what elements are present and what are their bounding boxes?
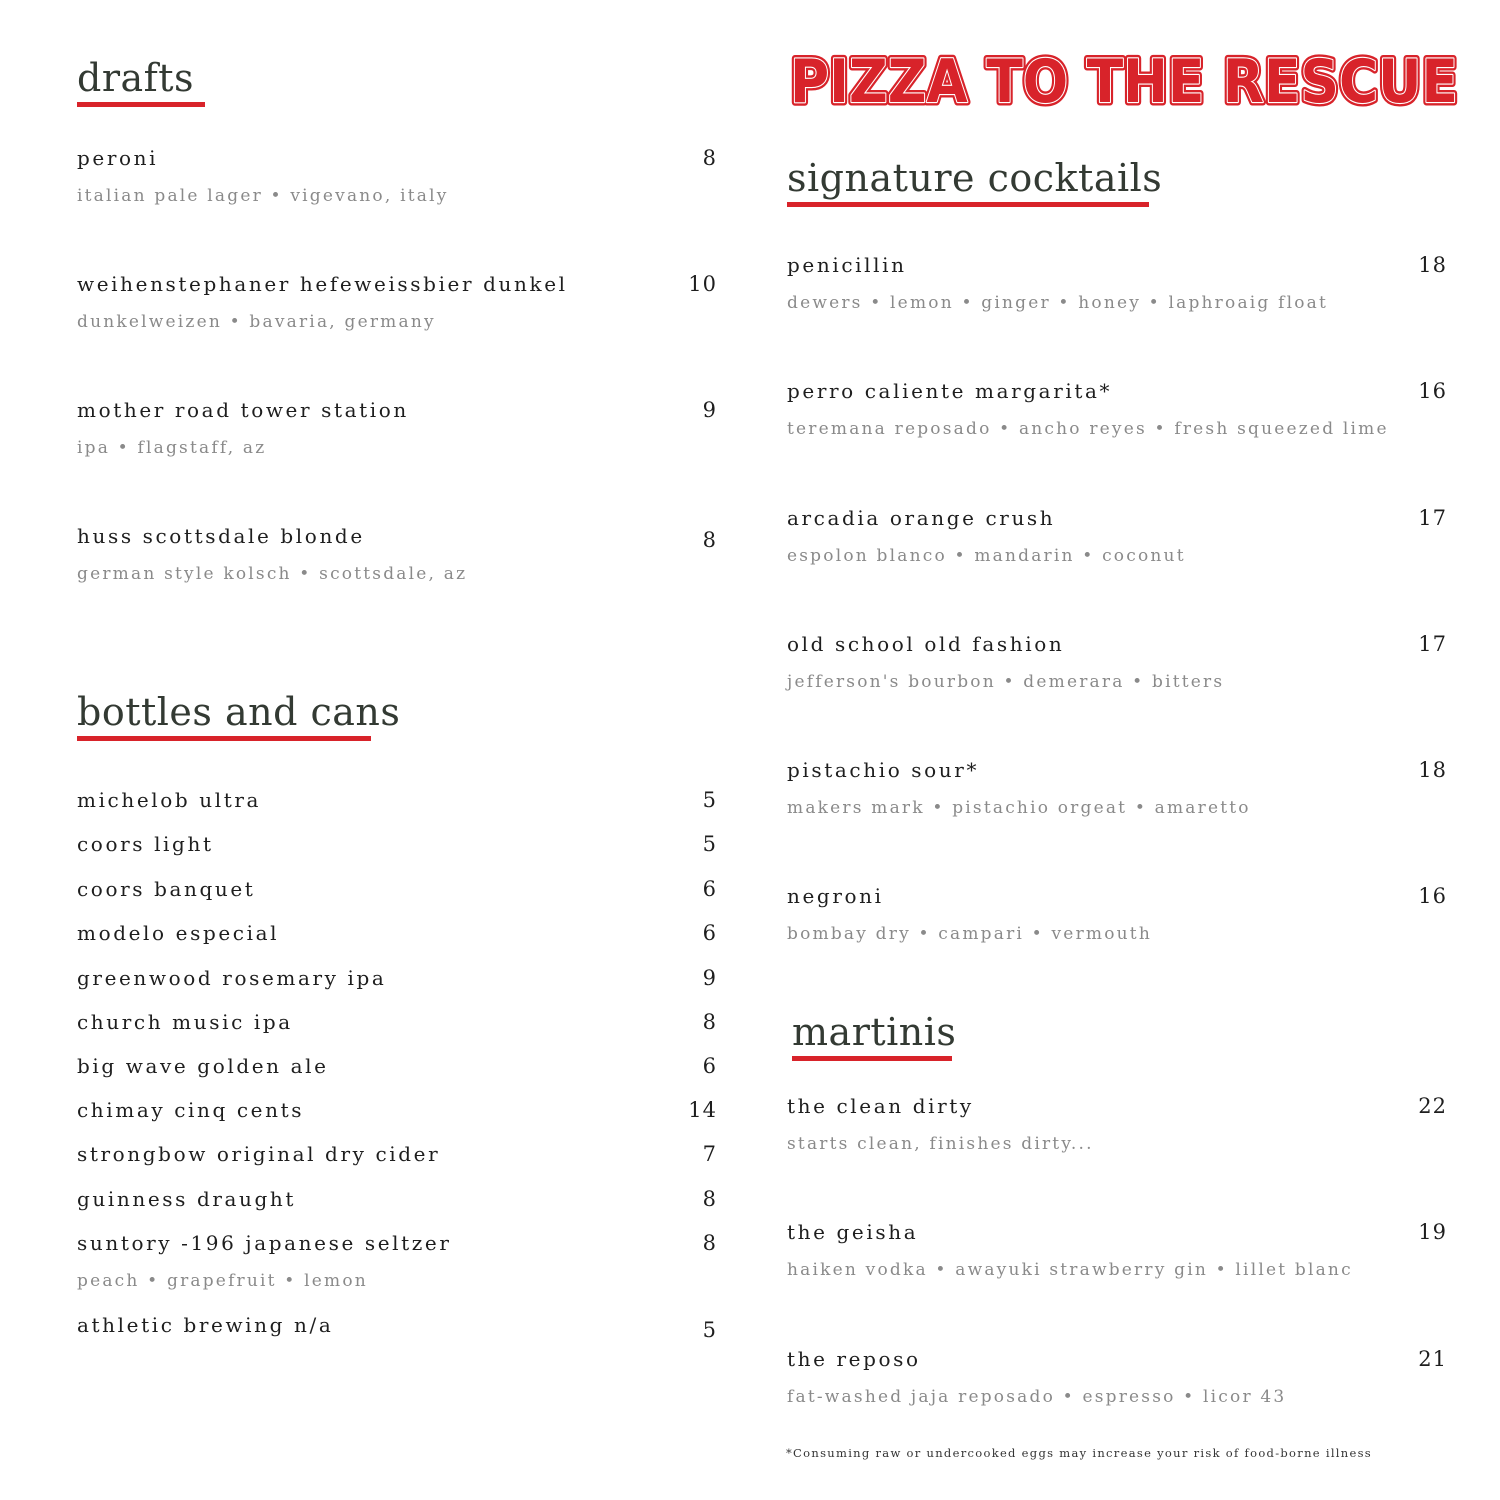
item-price: 17: [1418, 632, 1447, 656]
item-price: 9: [702, 966, 717, 990]
item-price: 6: [702, 921, 717, 945]
item-price: 18: [1418, 253, 1447, 277]
item-name: coors banquet: [77, 877, 256, 901]
item-description: peach • grapefruit • lemon: [77, 1271, 368, 1291]
item-price: 8: [702, 1010, 717, 1034]
brand-logo: [787, 52, 1462, 110]
item-description: espolon blanco • mandarin • coconut: [787, 546, 1186, 566]
item-description: ipa • flagstaff, az: [77, 438, 267, 458]
cocktails-heading: [787, 156, 1162, 207]
brand-name: PIZZA TO THE RESCUE: [790, 52, 1458, 110]
item-name: chimay cinq cents: [77, 1098, 305, 1122]
item-name: pistachio sour*: [787, 758, 980, 782]
item-description: dewers • lemon • ginger • honey • laphroaig float: [787, 293, 1329, 313]
item-name: the reposo: [787, 1347, 921, 1371]
drafts-underline: [77, 102, 205, 107]
item-price: 19: [1418, 1220, 1447, 1244]
item-price: 16: [1418, 379, 1447, 403]
item-price: 14: [688, 1098, 717, 1122]
item-name: perro caliente margarita*: [787, 379, 1113, 403]
brand-name-fill: PIZZA TO THE RESCUE: [790, 52, 1458, 110]
item-price: 18: [1418, 758, 1447, 782]
bottles-heading: [77, 690, 400, 741]
drafts-title: drafts: [77, 56, 194, 100]
item-price: 7: [702, 1142, 717, 1166]
item-name: modelo especial: [77, 921, 280, 945]
item-name: coors light: [77, 832, 214, 856]
martinis-underline: [792, 1056, 952, 1061]
item-price: 8: [702, 1231, 717, 1255]
item-description: jefferson's bourbon • demerara • bitters: [787, 672, 1225, 692]
item-name: mother road tower station: [77, 398, 409, 422]
item-description: bombay dry • campari • vermouth: [787, 924, 1152, 944]
item-name: michelob ultra: [77, 788, 262, 812]
brand-name-inline: PIZZA TO THE RESCUE: [790, 52, 1458, 110]
item-description: dunkelweizen • bavaria, germany: [77, 312, 436, 332]
item-price: 16: [1418, 884, 1447, 908]
item-description: makers mark • pistachio orgeat • amaretto: [787, 798, 1251, 818]
item-price: 5: [702, 1318, 717, 1342]
item-name: huss scottsdale blonde: [77, 524, 365, 548]
item-price: 5: [702, 788, 717, 812]
item-name: suntory -196 japanese seltzer: [77, 1231, 452, 1255]
martinis-heading: [792, 1010, 956, 1061]
item-name: weihenstephaner hefeweissbier dunkel: [77, 272, 568, 296]
item-description: italian pale lager • vigevano, italy: [77, 186, 449, 206]
item-name: greenwood rosemary ipa: [77, 966, 387, 990]
drafts-heading: [77, 56, 205, 107]
item-price: 8: [702, 146, 717, 170]
item-name: guinness draught: [77, 1187, 297, 1211]
item-name: athletic brewing n/a: [77, 1313, 334, 1337]
item-price: 8: [702, 1187, 717, 1211]
item-name: big wave golden ale: [77, 1054, 329, 1078]
item-price: 10: [688, 272, 717, 296]
bottles-title: bottles and cans: [77, 690, 401, 734]
item-price: 8: [702, 528, 717, 552]
item-name: penicillin: [787, 253, 907, 277]
item-price: 9: [702, 398, 717, 422]
item-name: the geisha: [787, 1220, 919, 1244]
item-name: arcadia orange crush: [787, 506, 1056, 530]
item-price: 6: [702, 1054, 717, 1078]
allergy-footnote: *Consuming raw or undercooked eggs may increase your risk of food-borne illness: [786, 1446, 1372, 1460]
item-name: church music ipa: [77, 1010, 293, 1034]
item-name: strongbow original dry cider: [77, 1142, 441, 1166]
item-name: old school old fashion: [787, 632, 1065, 656]
item-price: 17: [1418, 506, 1447, 530]
item-description: german style kolsch • scottsdale, az: [77, 564, 468, 584]
item-price: 5: [702, 832, 717, 856]
item-name: peroni: [77, 146, 159, 170]
bottles-underline: [77, 736, 371, 741]
item-description: teremana reposado • ancho reyes • fresh squeezed lime: [787, 419, 1389, 439]
item-name: negroni: [787, 884, 884, 908]
martinis-title: martinis: [792, 1010, 957, 1054]
cocktails-title: signature cocktails: [787, 156, 1163, 200]
item-name: the clean dirty: [787, 1094, 974, 1118]
item-price: 21: [1418, 1347, 1447, 1371]
item-description: haiken vodka • awayuki strawberry gin • lillet blanc: [787, 1260, 1353, 1280]
item-description: fat-washed jaja reposado • espresso • licor 43: [787, 1387, 1287, 1407]
cocktails-underline: [787, 202, 1149, 207]
item-description: starts clean, finishes dirty...: [787, 1134, 1094, 1154]
item-price: 6: [702, 877, 717, 901]
item-price: 22: [1418, 1094, 1447, 1118]
